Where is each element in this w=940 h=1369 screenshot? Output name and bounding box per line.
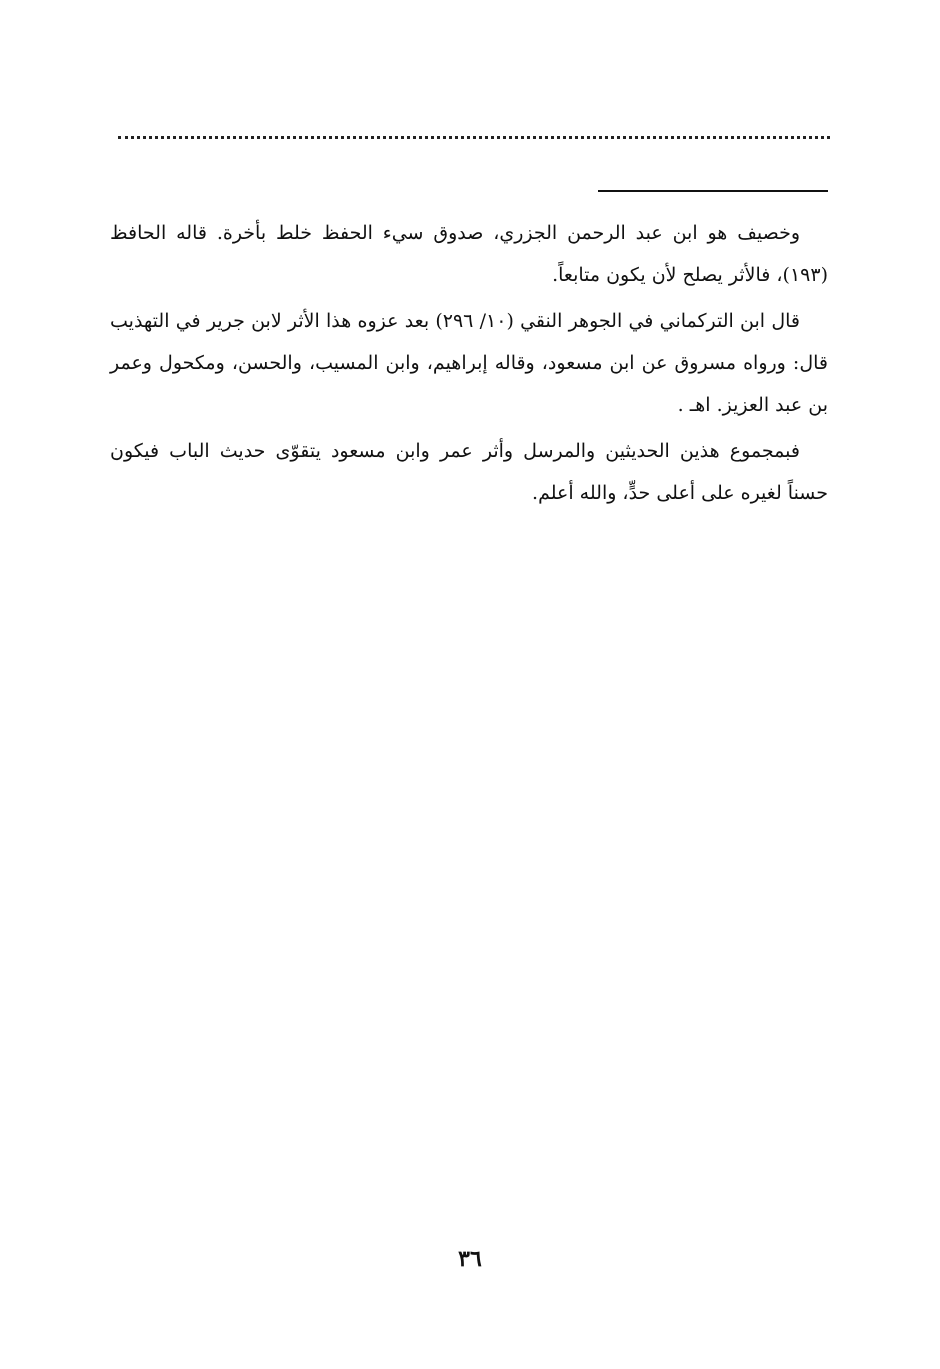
footnote-paragraph-3: فبمجموع هذين الحديثين والمرسل وأثر عمر وابن مسعود يتقوّى حديث الباب فيكون حسناً لغيره على أعلى حدٍّ، والله أعلم. bbox=[110, 440, 828, 504]
footnote-paragraph-1: وخصيف هو ابن عبد الرحمن الجزري، صدوق سيء الحفظ خلط بأخرة. قاله الحافظ (١٩٣)، فالأثر يصلح لأن يكون متابعاً. bbox=[110, 222, 828, 286]
dotted-separator bbox=[118, 136, 830, 139]
page-number: ٣٦ bbox=[458, 1246, 482, 1272]
footnotes-block bbox=[110, 212, 828, 518]
footnote-paragraph-2: قال ابن التركماني في الجوهر النقي (١٠/ ٢٩٦) بعد عزوه هذا الأثر لابن جرير في التهذيب قال: ورواه مسروق عن ابن مسعود، وقاله إبراهيم، وابن المسيب، والحسن، ومكحول وعمر بن عبد العزيز. اهـ . bbox=[110, 310, 828, 416]
footnote-separator-line bbox=[598, 190, 828, 192]
